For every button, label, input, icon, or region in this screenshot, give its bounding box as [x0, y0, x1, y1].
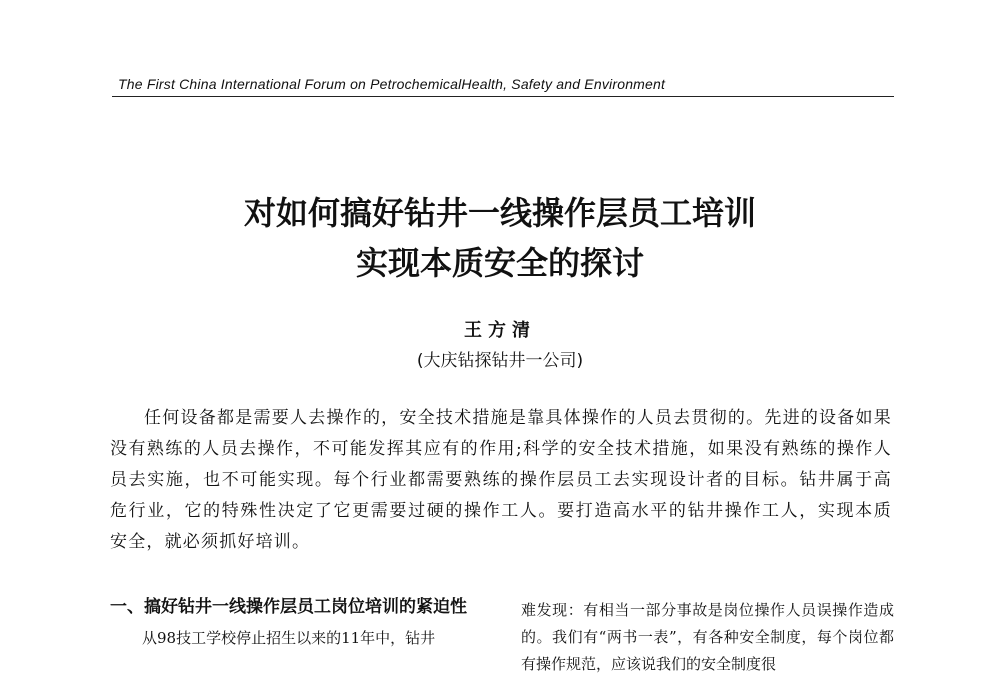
article-title-line-2: 实现本质安全的探讨 [355, 244, 644, 282]
right-column-paragraph: 难发现：有相当一部分事故是岗位操作人员误操作造成的。我们有“两书一表”，有各种安全制度，每个岗位都有操作规范，应该说我们的安全制度很 [521, 601, 894, 673]
section-heading: 一、搞好钻井一线操作层员工岗位培训的紧迫性 [110, 597, 467, 617]
abstract-paragraph: 任何设备都是需要人去操作的，安全技术措施是靠具体操作的人员去贯彻的。先进的设备如果没有熟练的人员去操作，不可能发挥其应有的作用;科学的安全技术措施，如果没有熟练的操作人员去实施，也不可能实现。每个行业都需要熟练的操作层员工去实现设计者的目标。钻井属于高危行业，它的特殊性决定了它更需要过硬的操作工人。要打造高水平的钻井操作工人，实现本质安全，就必须抓好培训。 [110, 408, 892, 552]
header-rule [112, 96, 894, 97]
article-title-line-1: 对如何搞好钻井一线操作层员工培训 [243, 194, 756, 232]
author-name: 王方清 [464, 320, 536, 341]
running-header: The First China International Forum on PetrochemicalHealth, Safety and Environment [118, 76, 666, 92]
author-affiliation: (大庆钻探钻井一公司) [416, 351, 584, 371]
right-column [521, 597, 894, 678]
left-column [110, 593, 480, 652]
left-column-paragraph: 从98技工学校停止招生以来的11年中，钻井 [142, 629, 436, 647]
